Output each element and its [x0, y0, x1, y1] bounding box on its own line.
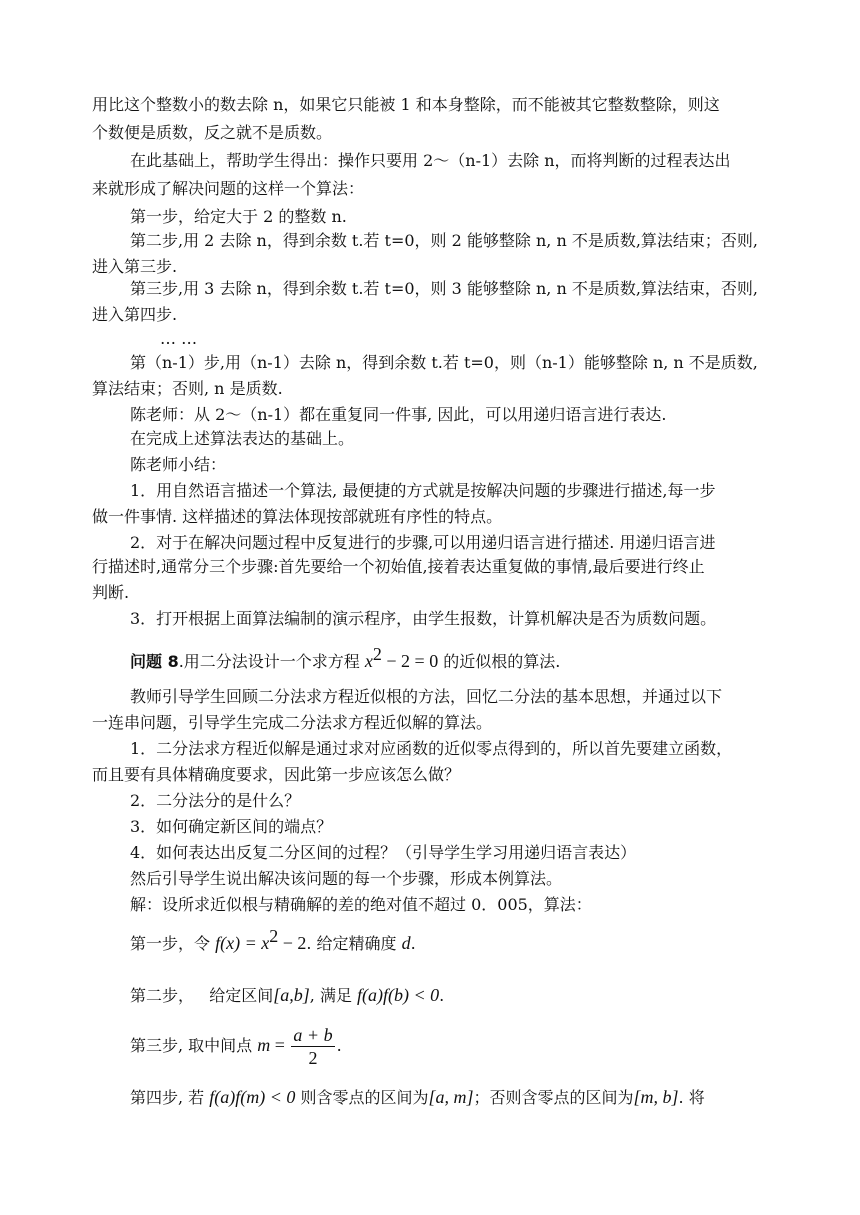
midpoint-fraction	[291, 1024, 334, 1069]
paragraph-line: 2．对于在解决问题过程中反复进行的步骤,可以用递归语言进行描述. 用递归语言进	[130, 533, 716, 552]
step-prefix: 第一步，令	[130, 934, 216, 953]
paragraph-line: 3．打开根据上面算法编制的演示程序，由学生报数，计算机解决是否为质数问题。	[130, 609, 717, 628]
paragraph-line: 进入第四步.	[92, 305, 178, 324]
paragraph-line: 用比这个整数小的数去除 n，如果它只能被 1 和本身整除，而不能被其它整数整除，则这	[92, 95, 720, 114]
problem-heading	[130, 644, 561, 673]
paragraph-line: 一连串问题，引导学生完成二分法求方程近似解的算法。	[92, 713, 493, 732]
problem-text: .用二分法设计一个求方程	[178, 652, 365, 671]
function-definition: f(x) = x	[215, 933, 270, 953]
paragraph-line: 做一件事情. 这样描述的算法体现按部就班有序性的特点。	[92, 507, 503, 526]
paragraph-line: 3．如何确定新区间的端点？	[130, 817, 333, 836]
step-text: ；否则含零点的区间为	[473, 1088, 634, 1107]
equation-rest: − 2 = 0	[381, 651, 439, 671]
algorithm-step-4	[130, 1086, 705, 1109]
paragraph-line: 1．用自然语言描述一个算法, 最便捷的方式就是按解决问题的步骤进行描述,每一步	[130, 481, 716, 500]
algorithm-step-1	[130, 926, 416, 955]
paragraph-line: 2．二分法分的是什么？	[130, 791, 301, 810]
step-end: . 将	[678, 1088, 705, 1107]
problem-label: 问题 8	[130, 652, 179, 671]
step-prefix: 第二步， 给定区间	[130, 986, 274, 1005]
function-exponent: 2	[269, 926, 279, 946]
step-end: .	[336, 1036, 342, 1055]
function-constant: − 2	[278, 933, 307, 953]
midpoint-symbol: m	[257, 1035, 271, 1055]
algorithm-step-2	[130, 984, 444, 1007]
paragraph-line: 解：设所求近似根与精确解的差的绝对值不超过 0．005，算法：	[130, 895, 592, 914]
step-end: .	[410, 934, 416, 953]
problem-text-end: 的近似根的算法.	[438, 652, 561, 671]
algorithm-step-3	[130, 1022, 342, 1069]
step-end: .	[439, 986, 445, 1005]
sign-condition: f(a)f(m) < 0	[209, 1087, 296, 1107]
paragraph-line: 进入第三步.	[92, 257, 178, 276]
equals-sign: =	[270, 1035, 290, 1055]
step-prefix: 第四步, 若	[130, 1088, 210, 1107]
paragraph-line: 判断.	[92, 583, 130, 602]
interval-ab: [a,b]	[273, 985, 310, 1005]
step-text: , 满足	[309, 986, 358, 1005]
equation-exponent: 2	[372, 644, 382, 664]
paragraph-line: 个数便是质数，反之就不是质数。	[92, 123, 333, 142]
paragraph-line: 行描述时,通常分三个步骤:首先要给一个初始值,接着表达重复做的事情,最后要进行终止	[92, 557, 705, 576]
equation-variable: x	[364, 651, 373, 671]
step-suffix: . 给定精确度	[306, 934, 402, 953]
fraction-denominator: 2	[308, 1048, 318, 1068]
paragraph-line: 而且要有具体精确度要求，因此第一步应该怎么做？	[92, 765, 461, 784]
paragraph-line: 第一步，给定大于 2 的整数 n.	[130, 207, 347, 226]
sign-condition: f(a)f(b) < 0	[357, 985, 440, 1005]
paragraph-line: 教师引导学生回顾二分法求方程近似根的方法，回忆二分法的基本思想，并通过以下	[130, 687, 723, 706]
paragraph-line: 算法结束；否则, n 是质数.	[92, 379, 283, 398]
paragraph-line: 然后引导学生说出解决该问题的每一个步骤，形成本例算法。	[130, 869, 563, 888]
paragraph-line: 陈老师小结：	[130, 455, 227, 474]
ellipsis-line: … …	[160, 329, 198, 348]
paragraph-line: 来就形成了解决问题的这样一个算法：	[92, 179, 365, 198]
paragraph-line: 在完成上述算法表达的基础上。	[130, 429, 355, 448]
paragraph-line: 陈老师：从 2～（n-1）都在重复同一件事, 因此，可以用递归语言进行表达.	[130, 405, 667, 424]
paragraph-line: 第（n-1）步,用（n-1）去除 n，得到余数 t.若 t=0，则（n-1）能够整除 n, n 不是质数,	[130, 353, 758, 372]
paragraph-line: 在此基础上，帮助学生得出：操作只要用 2～（n-1）去除 n，而将判断的过程表达出	[130, 151, 731, 170]
paragraph-line: 1．二分法求方程近似解是通过求对应函数的近似零点得到的，所以首先要建立函数，	[130, 739, 733, 758]
paragraph-line: 第二步,用 2 去除 n，得到余数 t.若 t=0，则 2 能够整除 n, n 不是质数,算法结束；否则,	[130, 231, 759, 250]
paragraph-line: 4．如何表达出反复二分区间的过程？（引导学生学习用递归语言表达）	[130, 843, 637, 862]
interval-am: [a, m]	[428, 1087, 474, 1107]
step-text: 则含零点的区间为	[295, 1088, 429, 1107]
interval-mb: [m, b]	[633, 1087, 679, 1107]
fraction-numerator: a + b	[293, 1025, 333, 1045]
step-prefix: 第三步, 取中间点	[130, 1036, 258, 1055]
paragraph-line: 第三步,用 3 去除 n，得到余数 t.若 t=0，则 3 能够整除 n, n 不是质数,算法结束，否则,	[130, 279, 759, 298]
precision-symbol: d	[401, 933, 411, 953]
